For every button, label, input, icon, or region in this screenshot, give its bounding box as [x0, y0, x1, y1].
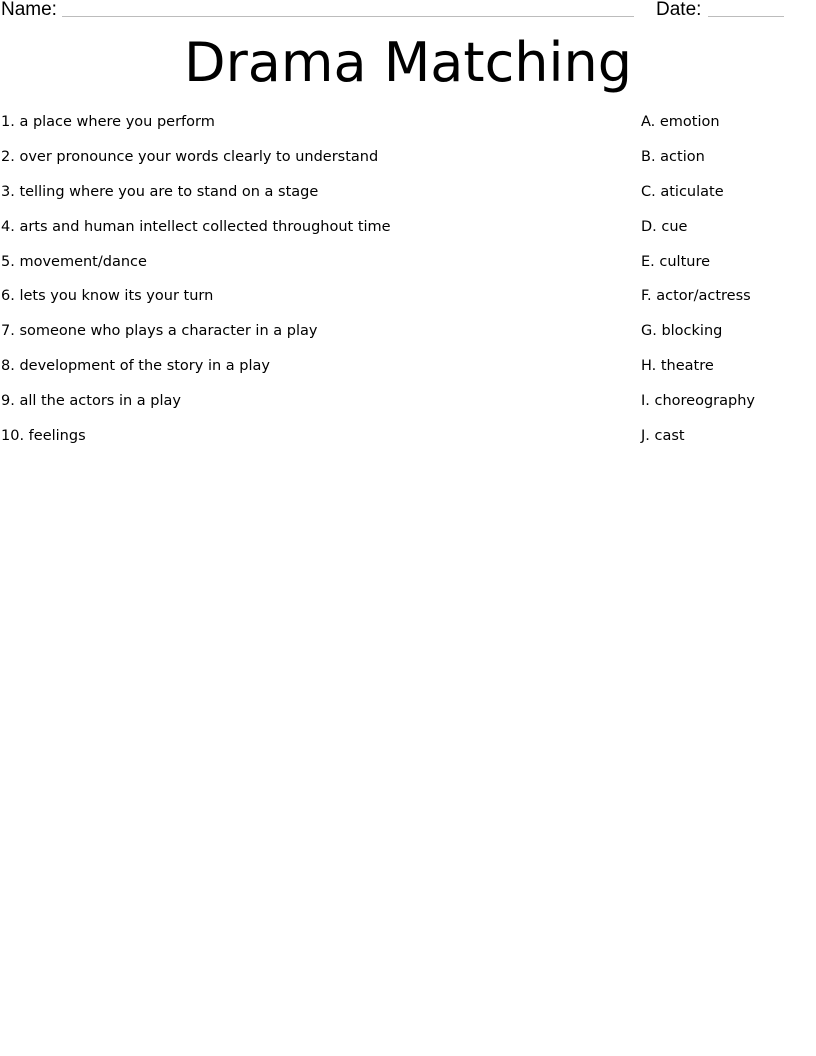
answer-list: [641, 111, 755, 460]
answer-item: G. blocking: [641, 323, 723, 340]
clue-item: 10. feelings: [1, 428, 86, 445]
answer-item: B. action: [641, 148, 705, 165]
clue-list: [1, 111, 391, 460]
clue-item: 5. movement/dance: [1, 253, 147, 270]
clue-item: 1. a place where you perform: [1, 114, 215, 130]
worksheet-title: Drama Matching: [183, 31, 632, 94]
clue-item: 6. lets you know its your turn: [1, 288, 214, 305]
answer-item: C. aticulate: [641, 183, 724, 200]
clue-item: 9. all the actors in a play: [1, 393, 181, 410]
answer-item: H. theatre: [641, 358, 714, 375]
answer-item: E. culture: [641, 253, 711, 270]
date-blank-line: [708, 16, 784, 17]
date-label: Date:: [656, 0, 702, 20]
clue-item: 3. telling where you are to stand on a stage: [1, 183, 319, 200]
worksheet-header: [0, 0, 816, 24]
clue-item: 4. arts and human intellect collected throughout time: [1, 218, 391, 235]
answer-item: J. cast: [641, 428, 685, 445]
clue-item: 8. development of the story in a play: [1, 358, 270, 375]
name-label: Name:: [1, 0, 57, 20]
clue-item: 7. someone who plays a character in a play: [1, 323, 318, 340]
name-blank-line: [62, 16, 634, 17]
answer-item: F. actor/actress: [641, 288, 751, 305]
clue-item: 2. over pronounce your words clearly to understand: [1, 148, 379, 165]
answer-item: D. cue: [641, 218, 688, 235]
answer-item: A. emotion: [641, 114, 720, 130]
answer-item: I. choreography: [641, 393, 755, 410]
